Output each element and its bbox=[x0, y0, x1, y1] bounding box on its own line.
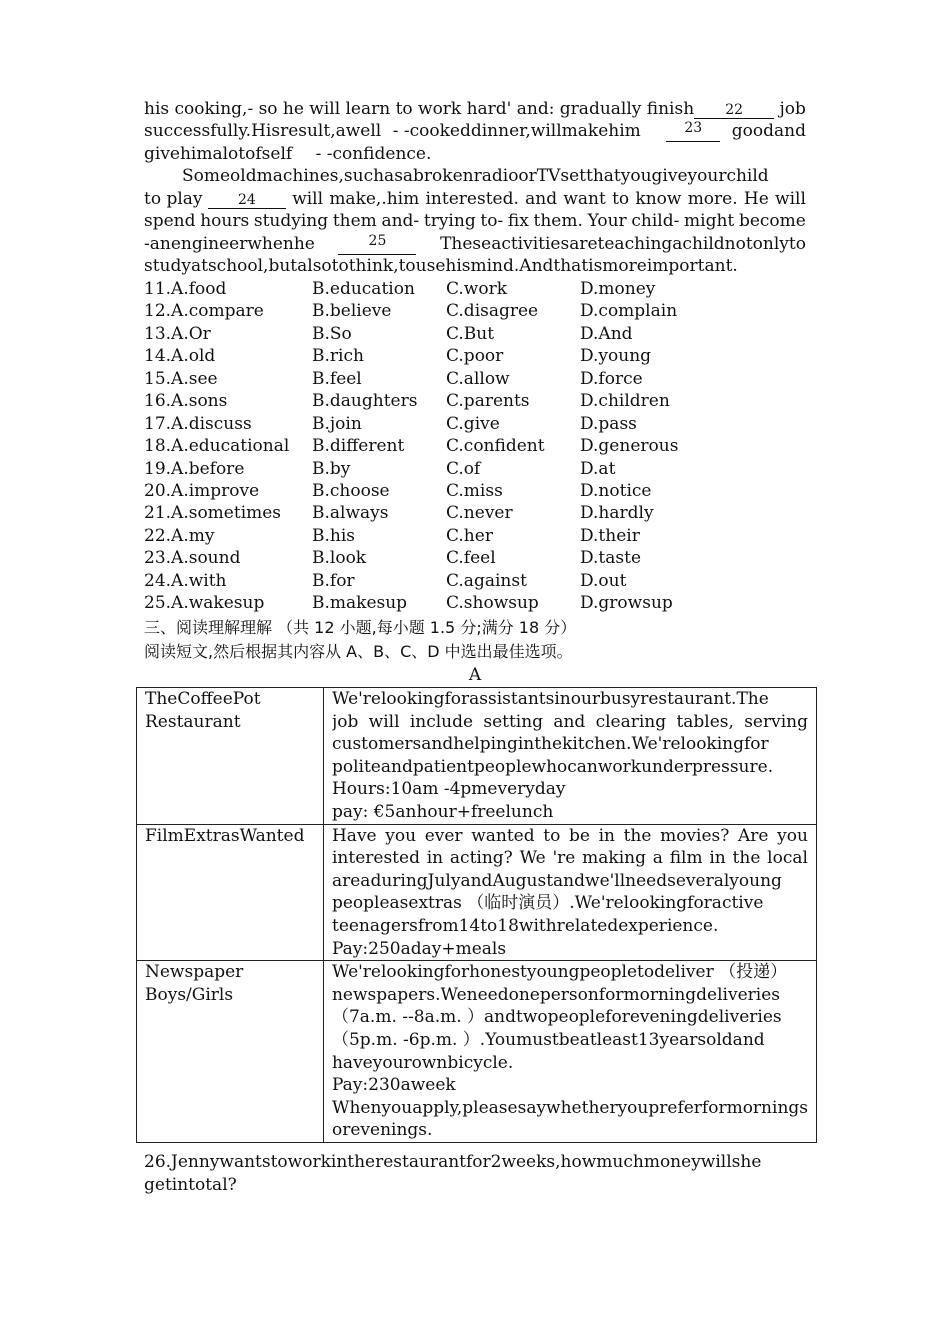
option-d: D.hardly bbox=[580, 503, 654, 523]
ad-word: tables, bbox=[676, 711, 734, 732]
passage-word-with-blank bbox=[144, 188, 286, 210]
option-b: B.for bbox=[312, 571, 355, 591]
ad-word: ever bbox=[424, 825, 463, 846]
ad-body-line-justified bbox=[332, 825, 808, 848]
passage-word: gradually bbox=[559, 99, 642, 119]
ad-word: the bbox=[623, 825, 652, 846]
passage-word: spend bbox=[144, 211, 196, 231]
passage-word: might bbox=[684, 211, 735, 231]
passage-text: studyatschool,butalsotothink,tousehismind.Andthatismoreimportant. bbox=[144, 256, 738, 276]
option-c: C.showsup bbox=[446, 593, 539, 613]
passage-text: Someoldmachines,suchasabrokenradioorTVsetthatyougiveyourchild bbox=[182, 166, 769, 186]
ad-body-line: politeandpatientpeoplewhocanworkunderpressure. bbox=[331, 756, 774, 777]
option-c: C.disagree bbox=[446, 301, 539, 321]
passage-text: Theseactivitiesareteachingachildnotonlyto bbox=[440, 234, 806, 254]
option-d: D.their bbox=[580, 526, 640, 546]
passage-label: A bbox=[468, 665, 482, 685]
ad-body-line: Pay:250aday+meals bbox=[331, 938, 507, 959]
passage-word: more. bbox=[687, 189, 738, 209]
option-a: 21.A.sometimes bbox=[144, 503, 282, 523]
option-d: D.generous bbox=[580, 436, 679, 456]
option-c: C.confident bbox=[446, 436, 545, 456]
passage-word: finish bbox=[646, 99, 695, 119]
option-c: C.give bbox=[446, 414, 500, 434]
ad-body-line: newspapers.Weneedonepersonformorningdeliveries bbox=[331, 984, 780, 1005]
passage-word: learn bbox=[345, 99, 391, 119]
option-a: 23.A.sound bbox=[144, 548, 241, 568]
ad-word: local bbox=[767, 848, 808, 869]
option-c: C.But bbox=[446, 324, 495, 344]
ad-body-line: Pay:230aweek bbox=[331, 1075, 456, 1096]
option-b: B.rich bbox=[312, 346, 364, 366]
ad-word: in bbox=[709, 848, 726, 869]
option-c: C.her bbox=[446, 526, 493, 546]
ad-word: to bbox=[543, 825, 561, 846]
option-b: B.by bbox=[312, 459, 351, 479]
option-a: 20.A.improve bbox=[144, 481, 260, 501]
passage-line-3 bbox=[144, 143, 806, 165]
option-a: 22.A.my bbox=[144, 526, 215, 546]
ad-body-cell bbox=[323, 688, 816, 825]
passage-word: make,.him bbox=[329, 189, 420, 209]
option-c: C.of bbox=[446, 459, 481, 479]
ad-word: 're bbox=[552, 848, 576, 869]
option-b: B.makesup bbox=[312, 593, 408, 613]
ad-name-line: TheCoffeePot bbox=[145, 689, 261, 709]
passage-word: them bbox=[332, 211, 377, 231]
passage-word: to bbox=[612, 189, 630, 209]
passage-word: to- bbox=[480, 211, 504, 231]
ad-word: you bbox=[385, 825, 417, 846]
ad-name-cell bbox=[137, 824, 324, 961]
passage-word: become bbox=[738, 211, 806, 231]
passage-text: givehimalotofself bbox=[144, 144, 293, 164]
option-a: 25.A.wakesup bbox=[144, 593, 265, 613]
ad-body-line: areaduringJulyandAugustandwe'llneedseveralyoung bbox=[331, 870, 782, 891]
passage-word: his bbox=[144, 99, 170, 119]
option-c: C.parents bbox=[446, 391, 530, 411]
ad-body-line: Whenyouapply,pleasesaywhetheryoupreferformornings bbox=[331, 1097, 808, 1118]
table-row bbox=[137, 824, 817, 961]
passage-word: he bbox=[282, 99, 304, 119]
passage-word: hours bbox=[200, 211, 250, 231]
option-a: 13.A.Or bbox=[144, 324, 211, 344]
table-row bbox=[137, 688, 817, 825]
option-a: 12.A.compare bbox=[144, 301, 264, 321]
ad-body-line: customersandhelpinginthekitchen.We'relookingfor bbox=[331, 734, 769, 755]
option-b: B.his bbox=[312, 526, 356, 546]
ad-word: and bbox=[553, 711, 586, 732]
ad-body-line: pay: €5anhour+freelunch bbox=[331, 801, 554, 822]
option-d: D.young bbox=[580, 346, 652, 366]
option-a: 18.A.educational bbox=[144, 436, 290, 456]
ad-body-line-justified bbox=[332, 711, 808, 734]
option-c: C.against bbox=[446, 571, 527, 591]
ad-word: be bbox=[568, 825, 590, 846]
ad-name-line: Newspaper bbox=[145, 962, 244, 983]
ad-word: Have bbox=[331, 825, 377, 846]
passage-word: work bbox=[418, 99, 462, 119]
blank-25: 25 bbox=[338, 233, 416, 255]
option-d: D.taste bbox=[580, 548, 642, 568]
ad-word: in bbox=[598, 825, 615, 846]
passage-line-5 bbox=[144, 188, 806, 210]
option-d: D.notice bbox=[580, 481, 652, 501]
passage-word: will bbox=[309, 99, 341, 119]
passage-word: hard' bbox=[466, 99, 512, 119]
option-b: B.education bbox=[312, 279, 415, 299]
question-26-line-2: getintotal? bbox=[144, 1175, 237, 1195]
ad-name-line: FilmExtrasWanted bbox=[145, 825, 305, 846]
option-d: D.out bbox=[580, 571, 627, 591]
ad-word: acting? bbox=[449, 848, 513, 869]
passage-text: - -cookeddinner,willmakehim bbox=[392, 121, 641, 141]
table-row bbox=[137, 961, 817, 1143]
option-b: B.feel bbox=[312, 369, 362, 389]
option-b: B.believe bbox=[312, 301, 392, 321]
option-a: 11.A.food bbox=[144, 279, 227, 299]
ad-body-line: Hours:10am -4pmeveryday bbox=[331, 779, 566, 800]
ad-body-line: （7a.m. --8a.m. ）andtwopeopleforeveningdeliveries bbox=[331, 1007, 782, 1028]
passage-word: will bbox=[775, 189, 806, 209]
option-d: D.at bbox=[580, 459, 616, 479]
option-c: C.poor bbox=[446, 346, 504, 366]
question-26-line-1: 26.Jennywantstoworkintherestaurantfor2weeks,howmuchmoneywillshe bbox=[144, 1152, 762, 1172]
passage-word: studying bbox=[253, 211, 329, 231]
passage-text: - -confidence. bbox=[315, 144, 432, 164]
ad-word: the bbox=[732, 848, 761, 869]
passage-word: them. bbox=[533, 211, 583, 231]
ad-body-line: （5p.m. -6p.m. ）.Youmustbeatleast13yearsoldand bbox=[331, 1029, 765, 1050]
passage-text: -anengineerwhenhe bbox=[144, 234, 315, 254]
ad-word: include bbox=[409, 711, 474, 732]
passage-word: and: bbox=[516, 99, 555, 119]
ad-body-cell bbox=[323, 824, 816, 961]
option-b: B.always bbox=[312, 503, 389, 523]
ad-name-cell bbox=[137, 688, 324, 825]
passage-text: successfully.Hisresult,awell bbox=[144, 121, 382, 141]
ad-word: movies? bbox=[660, 825, 730, 846]
passage-line-6 bbox=[144, 210, 806, 232]
ad-body-line: peopleasextras （临时演员）.We'relookingforactive bbox=[331, 893, 764, 914]
option-c: C.feel bbox=[446, 548, 496, 568]
ad-body-line: We'relookingforhonestyoungpeopletodeliver （投递） bbox=[331, 962, 788, 983]
option-c: C.never bbox=[446, 503, 513, 523]
blank-23: 23 bbox=[666, 120, 720, 142]
ad-name-line: Boys/Girls bbox=[145, 984, 234, 1005]
ad-word: a bbox=[652, 848, 663, 869]
ad-word: interested bbox=[331, 848, 420, 869]
passage-word: job bbox=[779, 99, 806, 119]
ad-word: Are bbox=[738, 825, 769, 846]
option-c: C.miss bbox=[446, 481, 503, 501]
ad-word: in bbox=[426, 848, 444, 869]
passage-word: to bbox=[395, 99, 413, 119]
passage-word: fix bbox=[507, 211, 529, 231]
ad-body-line: orevenings. bbox=[331, 1120, 433, 1141]
section-instruction: 阅读短文,然后根据其内容从 A、B、C、D 中选出最佳选项。 bbox=[144, 642, 573, 661]
ad-word: wanted bbox=[471, 825, 535, 846]
option-a: 17.A.discuss bbox=[144, 414, 252, 434]
section-heading: 三、阅读理解理解 （共 12 小题,每小题 1.5 分;满分 18 分） bbox=[144, 618, 577, 637]
passage-line-2 bbox=[144, 120, 806, 142]
passage-word: Your bbox=[587, 211, 627, 231]
passage-word: so bbox=[258, 99, 278, 119]
option-d: D.money bbox=[580, 279, 656, 299]
option-a: 24.A.with bbox=[144, 571, 227, 591]
option-d: D.growsup bbox=[580, 593, 673, 613]
ad-word: clearing bbox=[595, 711, 667, 732]
option-a: 15.A.see bbox=[144, 369, 218, 389]
ad-name-cell bbox=[137, 961, 324, 1143]
option-d: D.complain bbox=[580, 301, 678, 321]
passage-word: and bbox=[525, 189, 558, 209]
passage-line-1 bbox=[144, 98, 806, 120]
option-d: D.And bbox=[580, 324, 633, 344]
ad-word: will bbox=[368, 711, 400, 732]
ad-word: setting bbox=[483, 711, 544, 732]
ad-body-line-justified bbox=[332, 847, 808, 870]
ad-word: job bbox=[331, 711, 359, 732]
ad-name-line: Restaurant bbox=[145, 711, 241, 732]
ads-table bbox=[136, 687, 817, 1143]
option-b: B.different bbox=[312, 436, 405, 456]
passage-word: child- bbox=[631, 211, 680, 231]
passage-word: and- bbox=[381, 211, 420, 231]
option-d: D.force bbox=[580, 369, 643, 389]
option-b: B.daughters bbox=[312, 391, 418, 411]
option-b: B.So bbox=[312, 324, 352, 344]
ad-word: film bbox=[669, 848, 703, 869]
passage-line-4 bbox=[182, 165, 806, 187]
option-a: 16.A.sons bbox=[144, 391, 228, 411]
option-d: D.children bbox=[580, 391, 670, 411]
option-b: B.choose bbox=[312, 481, 390, 501]
ad-body-line: We'relookingforassistantsinourbusyrestaurant.The bbox=[331, 689, 769, 709]
passage-word: want bbox=[563, 189, 606, 209]
option-a: 19.A.before bbox=[144, 459, 245, 479]
passage-word: interested. bbox=[425, 189, 519, 209]
passage-word: will bbox=[292, 189, 324, 209]
option-b: B.look bbox=[312, 548, 367, 568]
blank-24: 24 bbox=[208, 192, 286, 209]
ad-word: you bbox=[777, 825, 808, 846]
blank-22: 22 bbox=[694, 102, 774, 119]
option-a: 14.A.old bbox=[144, 346, 216, 366]
ad-word: We bbox=[519, 848, 546, 869]
option-d: D.pass bbox=[580, 414, 637, 434]
passage-word: know bbox=[635, 189, 682, 209]
ad-body-line: haveyourownbicycle. bbox=[331, 1052, 514, 1073]
ad-word: making bbox=[582, 848, 646, 869]
passage-word: trying bbox=[423, 211, 476, 231]
option-c: C.allow bbox=[446, 369, 510, 389]
passage-word: He bbox=[743, 189, 769, 209]
option-c: C.work bbox=[446, 279, 508, 299]
option-b: B.join bbox=[312, 414, 362, 434]
ad-word: serving bbox=[744, 711, 808, 732]
passage-text: goodand bbox=[731, 121, 806, 141]
ad-body-cell bbox=[323, 961, 816, 1143]
passage-word: cooking,- bbox=[174, 99, 254, 119]
passage-text: to play bbox=[144, 189, 203, 209]
passage-line-7 bbox=[144, 233, 806, 255]
ad-body-line: teenagersfrom14to18withrelatedexperience. bbox=[331, 915, 719, 936]
passage-line-8 bbox=[144, 255, 806, 277]
passage-word-with-blank bbox=[647, 98, 774, 120]
